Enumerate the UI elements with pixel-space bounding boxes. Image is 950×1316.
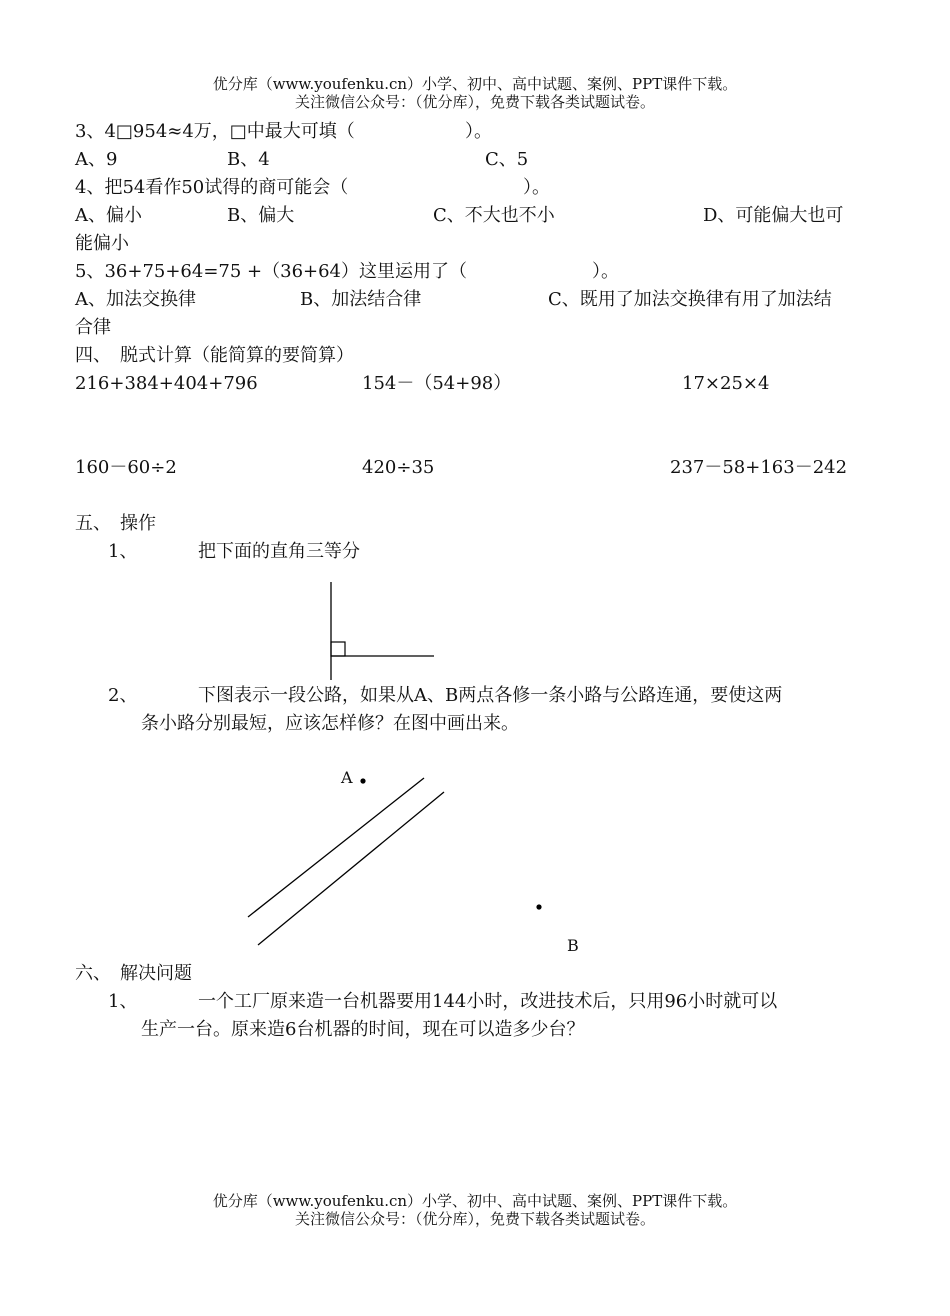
- point-a-dot: [360, 778, 365, 783]
- section6-title: 六、 解决问题: [75, 963, 192, 984]
- q5-option-c-continued: 合律: [75, 317, 111, 338]
- q4-stem: 4、把54看作50试得的商可能会（: [75, 177, 349, 198]
- point-a-label: A: [341, 768, 353, 787]
- road-edge-upper: [248, 778, 424, 917]
- road-edge-lower: [258, 792, 444, 945]
- solve-q1-line-2: 生产一台。原来造6台机器的时间，现在可以造多少台？: [141, 1019, 585, 1040]
- op-q1-number: 1、: [108, 541, 138, 562]
- q4-option-d: D、可能偏大也可: [703, 205, 844, 226]
- q3-close: ）。: [465, 121, 492, 142]
- section5-title: 五、 操作: [75, 513, 156, 534]
- section4-title: 四、 脱式计算（能简算的要简算）: [75, 345, 354, 366]
- footer-line-2: 关注微信公众号：（优分库），免费下载各类试题试卷。: [294, 1210, 655, 1228]
- q3-option-a: A、9: [75, 149, 118, 170]
- point-b-label: B: [567, 936, 579, 955]
- q4-close: ）。: [523, 177, 550, 198]
- right-angle-mark: [331, 642, 345, 656]
- expr-2: 154－（54+98）: [362, 373, 512, 394]
- header-line-2: 关注微信公众号：（优分库），免费下载各类试题试卷。: [294, 93, 655, 111]
- q3-option-b: B、4: [227, 149, 270, 170]
- op-q2-number: 2、: [108, 685, 138, 706]
- op-q2-line-1: 下图表示一段公路，如果从A、B两点各修一条小路与公路连通，要使这两: [198, 685, 783, 706]
- q4-option-b: B、偏大: [227, 205, 295, 226]
- q3-option-c: C、5: [485, 149, 529, 170]
- solve-q1-line-1: 一个工厂原来造一台机器要用144小时，改进技术后，只用96小时就可以: [198, 991, 778, 1012]
- expr-3: 17×25×4: [682, 373, 770, 394]
- header-line-1: 优分库（www.youfenku.cn）小学、初中、高中试题、案例、PPT课件下载。: [212, 75, 738, 93]
- q5-stem: 5、36+75+64=75 +（36+64）这里运用了（: [75, 261, 468, 282]
- q5-option-c: C、既用了加法交换律有用了加法结: [548, 289, 832, 310]
- footer-line-1: 优分库（www.youfenku.cn）小学、初中、高中试题、案例、PPT课件下载。: [212, 1192, 738, 1210]
- q3-stem: 3、4□954≈4万，□中最大可填（: [75, 121, 355, 142]
- expr-4: 160－60÷2: [75, 457, 177, 478]
- q4-option-a: A、偏小: [75, 205, 142, 226]
- expr-5: 420÷35: [362, 457, 435, 478]
- solve-q1-number: 1、: [108, 991, 138, 1012]
- q5-close: ）。: [592, 261, 619, 282]
- expr-6: 237－58+163－242: [670, 457, 848, 478]
- q4-option-c: C、不大也不小: [433, 205, 555, 226]
- q4-option-d-continued: 能偏小: [75, 233, 129, 254]
- op-q1-text: 把下面的直角三等分: [198, 541, 360, 562]
- op-q2-line-2: 条小路分别最短，应该怎样修？在图中画出来。: [141, 713, 519, 734]
- expr-1: 216+384+404+796: [75, 373, 258, 394]
- q5-option-a: A、加法交换律: [75, 289, 196, 310]
- point-b-dot: [536, 904, 541, 909]
- q5-option-b: B、加法结合律: [300, 289, 422, 310]
